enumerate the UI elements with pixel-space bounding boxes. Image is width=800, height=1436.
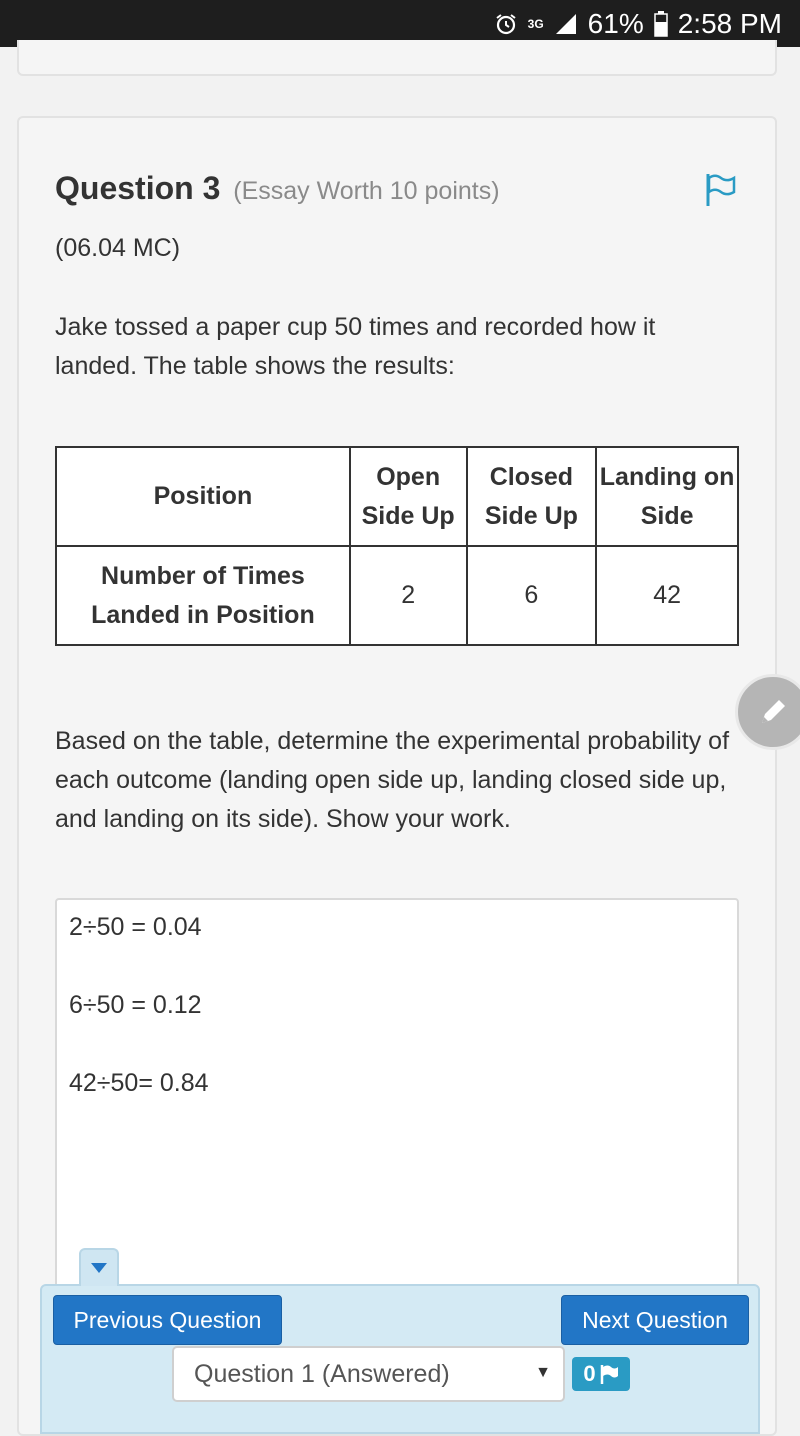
battery-percent: 61% <box>587 7 644 39</box>
answer-line-3: 42÷50= 0.84 <box>69 1069 209 1097</box>
answer-line-1: 2÷50 = 0.04 <box>69 913 202 941</box>
question-number: Question 3 <box>55 170 221 206</box>
dropdown-arrow-icon: ▼ <box>535 1364 551 1381</box>
question-title <box>55 170 500 207</box>
flag-icon <box>599 1364 619 1384</box>
battery-icon <box>654 11 668 37</box>
pencil-icon <box>756 695 790 729</box>
flag-icon <box>704 172 740 208</box>
question-code: (06.04 MC) <box>55 234 181 262</box>
header-landing-on-side: Landing on Side <box>596 447 738 546</box>
network-type-indicator: 3G <box>527 16 544 31</box>
header-open-side-up: Open Side Up <box>350 447 467 546</box>
row-label: Number of Times Landed in Position <box>56 546 350 645</box>
results-table <box>55 446 739 646</box>
value-open-side-up: 2 <box>350 546 467 645</box>
previous-question-button[interactable]: Previous Question <box>53 1295 282 1345</box>
previous-question-card <box>17 40 777 76</box>
clock: 2:58 PM <box>677 7 782 39</box>
table-header-row <box>56 447 738 546</box>
flag-question-button[interactable] <box>704 172 740 208</box>
question-prompt: Based on the table, determine the experimental probability of each outcome (landing open side up, landing closed side up, and landing on its side). Show your work. <box>55 727 730 833</box>
question-text: Jake tossed a paper cup 50 times and recorded how it landed. The table shows the results: <box>55 313 656 380</box>
answer-line-2: 6÷50 = 0.12 <box>69 991 202 1019</box>
answer-textarea[interactable] <box>55 898 739 1298</box>
question-select-value: Question 1 (Answered) <box>194 1359 450 1388</box>
question-select[interactable] <box>172 1346 565 1402</box>
next-question-button[interactable]: Next Question <box>561 1295 749 1345</box>
table-row <box>56 546 738 645</box>
header-closed-side-up: Closed Side Up <box>467 447 597 546</box>
value-landing-on-side: 42 <box>596 546 738 645</box>
header-position: Position <box>56 447 350 546</box>
flagged-count-badge[interactable] <box>572 1357 630 1391</box>
alarm-icon <box>494 12 518 36</box>
flagged-count: 0 <box>583 1361 596 1386</box>
question-worth: (Essay Worth 10 points) <box>233 177 500 205</box>
caret-down-icon <box>90 1262 108 1274</box>
expand-toggle[interactable] <box>79 1248 119 1286</box>
value-closed-side-up: 6 <box>467 546 597 645</box>
signal-icon <box>554 12 578 36</box>
